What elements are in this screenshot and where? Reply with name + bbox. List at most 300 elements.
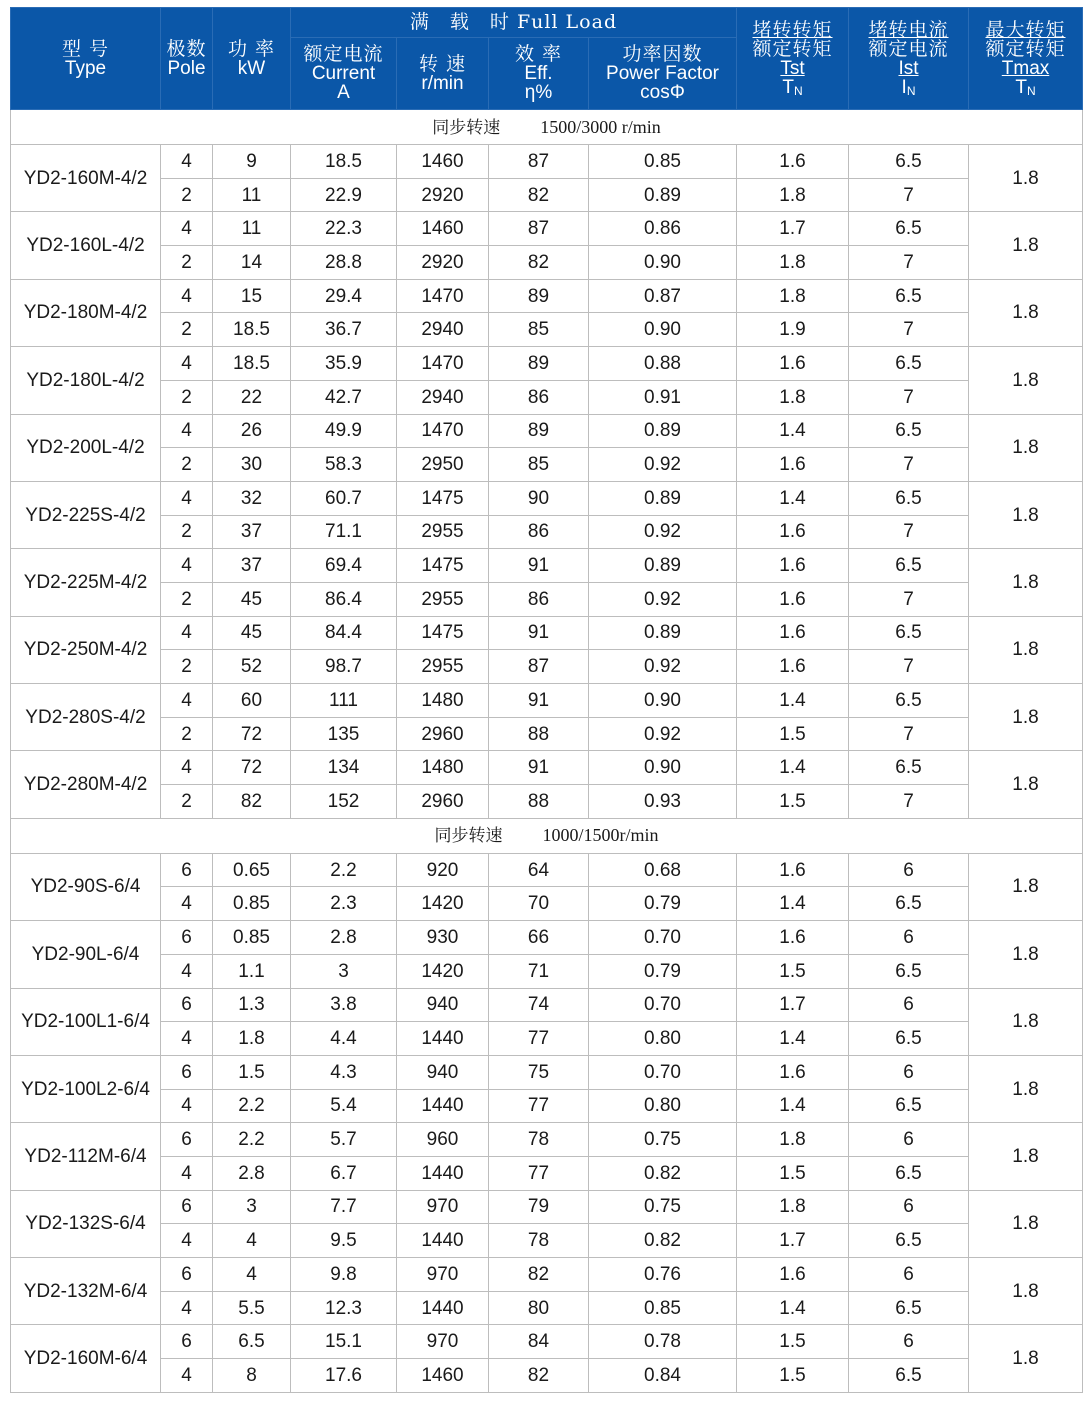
cell-current: 86.4	[291, 582, 397, 616]
cell-power-kw: 2.2	[213, 1123, 291, 1157]
table-body	[11, 110, 1083, 1393]
cell-ist-ratio: 6.5	[849, 1224, 969, 1258]
cell-pole: 2	[161, 650, 213, 684]
cell-speed: 1460	[397, 1359, 489, 1393]
cell-current: 135	[291, 717, 397, 751]
cell-tst-ratio: 1.4	[737, 414, 849, 448]
cell-ist-ratio: 6	[849, 1123, 969, 1157]
header-pole-en: Pole	[167, 57, 206, 79]
cell-efficiency: 85	[489, 313, 589, 347]
cell-power-kw: 60	[213, 684, 291, 718]
cell-speed: 960	[397, 1123, 489, 1157]
cell-tmax-ratio: 1.8	[969, 1325, 1083, 1392]
cell-pole: 4	[161, 1022, 213, 1056]
table-row	[11, 414, 1083, 448]
cell-power-kw: 52	[213, 650, 291, 684]
cell-power-kw: 11	[213, 212, 291, 246]
cell-efficiency: 77	[489, 1089, 589, 1123]
cell-tst-ratio: 1.4	[737, 684, 849, 718]
cell-power-kw: 3	[213, 1190, 291, 1224]
table-row	[11, 1224, 1083, 1258]
cell-ist-ratio: 7	[849, 448, 969, 482]
cell-efficiency: 79	[489, 1190, 589, 1224]
cell-current: 2.3	[291, 887, 397, 921]
cell-efficiency: 86	[489, 515, 589, 549]
cell-current: 7.7	[291, 1190, 397, 1224]
cell-speed: 1475	[397, 616, 489, 650]
cell-tst-ratio: 1.8	[737, 279, 849, 313]
cell-power-kw: 1.1	[213, 954, 291, 988]
cell-speed: 970	[397, 1190, 489, 1224]
cell-speed: 1440	[397, 1224, 489, 1258]
cell-power-factor: 0.70	[589, 921, 737, 955]
cell-speed: 1460	[397, 145, 489, 179]
cell-current: 60.7	[291, 481, 397, 515]
cell-tst-ratio: 1.8	[737, 380, 849, 414]
cell-current: 2.2	[291, 853, 397, 887]
cell-speed: 970	[397, 1325, 489, 1359]
table-row	[11, 380, 1083, 414]
header-ist-bottom: 额定电流	[868, 37, 949, 60]
cell-tmax-ratio: 1.8	[969, 751, 1083, 818]
cell-efficiency: 91	[489, 549, 589, 583]
cell-efficiency: 91	[489, 751, 589, 785]
cell-tst-ratio: 1.6	[737, 582, 849, 616]
header-pole	[161, 8, 213, 110]
table-row	[11, 1359, 1083, 1393]
cell-efficiency: 82	[489, 246, 589, 280]
cell-pole: 2	[161, 582, 213, 616]
cell-tst-ratio: 1.8	[737, 178, 849, 212]
cell-pole: 4	[161, 616, 213, 650]
cell-pole: 4	[161, 1156, 213, 1190]
table-row	[11, 313, 1083, 347]
table-row	[11, 178, 1083, 212]
cell-current: 15.1	[291, 1325, 397, 1359]
cell-speed: 2950	[397, 448, 489, 482]
cell-current: 2.8	[291, 921, 397, 955]
cell-pole: 4	[161, 684, 213, 718]
cell-tmax-ratio: 1.8	[969, 414, 1083, 481]
header-tmax-den-sub: N	[1026, 83, 1036, 98]
table-row	[11, 650, 1083, 684]
cell-power-kw: 15	[213, 279, 291, 313]
section-speed: 1000/1500r/min	[542, 825, 659, 846]
cell-power-factor: 0.92	[589, 650, 737, 684]
table-row	[11, 1190, 1083, 1224]
cell-tmax-ratio: 1.8	[969, 212, 1083, 279]
cell-current: 9.5	[291, 1224, 397, 1258]
cell-power-kw: 6.5	[213, 1325, 291, 1359]
cell-power-factor: 0.68	[589, 853, 737, 887]
cell-tmax-ratio: 1.8	[969, 1123, 1083, 1190]
cell-efficiency: 91	[489, 616, 589, 650]
cell-current: 29.4	[291, 279, 397, 313]
cell-efficiency: 91	[489, 684, 589, 718]
cell-ist-ratio: 6	[849, 853, 969, 887]
cell-power-factor: 0.91	[589, 380, 737, 414]
cell-efficiency: 70	[489, 887, 589, 921]
model-type: YD2-100L1-6/4	[11, 988, 161, 1055]
cell-power-factor: 0.92	[589, 448, 737, 482]
table-row	[11, 717, 1083, 751]
cell-efficiency: 87	[489, 650, 589, 684]
cell-tst-ratio: 1.5	[737, 1325, 849, 1359]
cell-efficiency: 90	[489, 481, 589, 515]
table-row	[11, 481, 1083, 515]
cell-pole: 6	[161, 853, 213, 887]
header-eff-unit: η%	[524, 82, 553, 103]
cell-power-factor: 0.70	[589, 988, 737, 1022]
header-pf	[589, 38, 737, 110]
cell-tst-ratio: 1.6	[737, 515, 849, 549]
cell-power-kw: 22	[213, 380, 291, 414]
header-tst	[737, 8, 849, 110]
table-row	[11, 549, 1083, 583]
cell-tst-ratio: 1.6	[737, 616, 849, 650]
table-row	[11, 1055, 1083, 1089]
cell-pole: 6	[161, 921, 213, 955]
cell-power-kw: 32	[213, 481, 291, 515]
cell-pole: 4	[161, 279, 213, 313]
table-row	[11, 1123, 1083, 1157]
cell-tst-ratio: 1.6	[737, 921, 849, 955]
section-speed: 1500/3000 r/min	[540, 116, 661, 137]
cell-power-kw: 18.5	[213, 313, 291, 347]
cell-current: 12.3	[291, 1291, 397, 1325]
cell-pole: 6	[161, 1325, 213, 1359]
header-tmax	[969, 8, 1083, 110]
section-title	[11, 818, 1083, 853]
cell-tst-ratio: 1.5	[737, 717, 849, 751]
header-type	[11, 8, 161, 110]
cell-tst-ratio: 1.4	[737, 1089, 849, 1123]
cell-pole: 4	[161, 212, 213, 246]
cell-current: 3	[291, 954, 397, 988]
section-label: 同步转速	[434, 826, 503, 847]
cell-efficiency: 84	[489, 1325, 589, 1359]
model-type: YD2-100L2-6/4	[11, 1055, 161, 1122]
cell-ist-ratio: 6.5	[849, 887, 969, 921]
cell-ist-ratio: 7	[849, 650, 969, 684]
cell-pole: 6	[161, 988, 213, 1022]
cell-power-kw: 9	[213, 145, 291, 179]
cell-ist-ratio: 6.5	[849, 1156, 969, 1190]
cell-pole: 2	[161, 717, 213, 751]
cell-tst-ratio: 1.5	[737, 954, 849, 988]
table-row	[11, 347, 1083, 381]
cell-power-factor: 0.80	[589, 1022, 737, 1056]
header-tmax-top: 最大转矩	[985, 18, 1066, 41]
cell-speed: 1480	[397, 751, 489, 785]
cell-pole: 2	[161, 785, 213, 819]
header-tst-bottom: 额定转矩	[752, 37, 833, 60]
cell-power-factor: 0.89	[589, 616, 737, 650]
cell-pole: 4	[161, 481, 213, 515]
cell-current: 5.7	[291, 1123, 397, 1157]
cell-tmax-ratio: 1.8	[969, 853, 1083, 920]
model-type: YD2-225M-4/2	[11, 549, 161, 616]
header-speed-unit: r/min	[421, 72, 464, 94]
model-type: YD2-90S-6/4	[11, 853, 161, 920]
model-type: YD2-90L-6/4	[11, 921, 161, 988]
section-row	[11, 818, 1083, 853]
cell-efficiency: 87	[489, 145, 589, 179]
header-ist	[849, 8, 969, 110]
cell-current: 152	[291, 785, 397, 819]
cell-efficiency: 66	[489, 921, 589, 955]
header-eff-cn: 效 率	[514, 43, 563, 65]
cell-ist-ratio: 6.5	[849, 549, 969, 583]
cell-tmax-ratio: 1.8	[969, 921, 1083, 988]
cell-tmax-ratio: 1.8	[969, 1258, 1083, 1325]
cell-efficiency: 86	[489, 582, 589, 616]
cell-power-kw: 18.5	[213, 347, 291, 381]
cell-tmax-ratio: 1.8	[969, 549, 1083, 616]
cell-pole: 2	[161, 515, 213, 549]
model-type: YD2-225S-4/2	[11, 481, 161, 548]
table-row	[11, 246, 1083, 280]
cell-power-kw: 72	[213, 717, 291, 751]
cell-efficiency: 82	[489, 1258, 589, 1292]
cell-ist-ratio: 7	[849, 515, 969, 549]
cell-efficiency: 85	[489, 448, 589, 482]
cell-tmax-ratio: 1.8	[969, 988, 1083, 1055]
cell-speed: 2960	[397, 717, 489, 751]
cell-efficiency: 78	[489, 1224, 589, 1258]
header-pole-cn: 极数	[166, 37, 207, 60]
header-ist-top: 堵转电流	[868, 18, 949, 41]
model-type: YD2-132S-6/4	[11, 1190, 161, 1257]
table-row	[11, 1325, 1083, 1359]
cell-power-kw: 1.5	[213, 1055, 291, 1089]
cell-power-kw: 4	[213, 1224, 291, 1258]
header-current-cn: 额定电流	[303, 43, 384, 65]
cell-efficiency: 89	[489, 414, 589, 448]
cell-power-kw: 26	[213, 414, 291, 448]
header-tst-top: 堵转转矩	[752, 18, 833, 41]
table-row	[11, 921, 1083, 955]
cell-power-factor: 0.85	[589, 1291, 737, 1325]
cell-pole: 6	[161, 1123, 213, 1157]
model-type: YD2-160L-4/2	[11, 212, 161, 279]
cell-power-kw: 0.85	[213, 921, 291, 955]
table-row	[11, 684, 1083, 718]
cell-tmax-ratio: 1.8	[969, 1190, 1083, 1257]
cell-ist-ratio: 6.5	[849, 347, 969, 381]
cell-tst-ratio: 1.6	[737, 1055, 849, 1089]
cell-current: 42.7	[291, 380, 397, 414]
cell-current: 36.7	[291, 313, 397, 347]
header-pf-unit: cosΦ	[640, 82, 685, 103]
cell-speed: 1475	[397, 549, 489, 583]
header-ist-den-sub: N	[906, 83, 916, 98]
cell-current: 134	[291, 751, 397, 785]
cell-tst-ratio: 1.7	[737, 212, 849, 246]
cell-power-factor: 0.92	[589, 717, 737, 751]
header-speed-cn: 转 速	[418, 52, 467, 75]
cell-current: 84.4	[291, 616, 397, 650]
cell-tst-ratio: 1.8	[737, 1123, 849, 1157]
cell-tst-ratio: 1.6	[737, 347, 849, 381]
cell-current: 6.7	[291, 1156, 397, 1190]
cell-power-factor: 0.90	[589, 684, 737, 718]
cell-efficiency: 82	[489, 178, 589, 212]
cell-efficiency: 78	[489, 1123, 589, 1157]
cell-efficiency: 64	[489, 853, 589, 887]
section-row	[11, 110, 1083, 145]
cell-current: 49.9	[291, 414, 397, 448]
cell-speed: 2920	[397, 246, 489, 280]
cell-ist-ratio: 7	[849, 178, 969, 212]
cell-pole: 2	[161, 313, 213, 347]
model-type: YD2-180L-4/2	[11, 347, 161, 414]
cell-current: 9.8	[291, 1258, 397, 1292]
model-type: YD2-112M-6/4	[11, 1123, 161, 1190]
cell-efficiency: 77	[489, 1022, 589, 1056]
header-type-cn: 型 号	[61, 37, 110, 60]
cell-tst-ratio: 1.5	[737, 1156, 849, 1190]
model-type: YD2-180M-4/2	[11, 279, 161, 346]
cell-power-kw: 11	[213, 178, 291, 212]
cell-tst-ratio: 1.6	[737, 1258, 849, 1292]
cell-power-factor: 0.75	[589, 1190, 737, 1224]
cell-speed: 2940	[397, 313, 489, 347]
header-power	[213, 8, 291, 110]
cell-power-factor: 0.89	[589, 414, 737, 448]
header-tst-den: T	[782, 76, 794, 98]
cell-power-factor: 0.90	[589, 246, 737, 280]
cell-tmax-ratio: 1.8	[969, 145, 1083, 212]
cell-power-kw: 37	[213, 549, 291, 583]
cell-ist-ratio: 7	[849, 717, 969, 751]
cell-speed: 2920	[397, 178, 489, 212]
cell-tst-ratio: 1.4	[737, 1291, 849, 1325]
cell-speed: 970	[397, 1258, 489, 1292]
header-pf-en: Power Factor	[606, 63, 719, 84]
cell-power-factor: 0.79	[589, 887, 737, 921]
cell-speed: 1440	[397, 1291, 489, 1325]
cell-tst-ratio: 1.6	[737, 853, 849, 887]
header-eff-en: Eff.	[524, 63, 553, 84]
cell-tst-ratio: 1.4	[737, 887, 849, 921]
cell-tst-ratio: 1.8	[737, 1190, 849, 1224]
cell-power-factor: 0.92	[589, 515, 737, 549]
cell-ist-ratio: 6.5	[849, 1089, 969, 1123]
cell-tmax-ratio: 1.8	[969, 347, 1083, 414]
cell-efficiency: 89	[489, 279, 589, 313]
table-row	[11, 1156, 1083, 1190]
cell-speed: 1470	[397, 279, 489, 313]
cell-pole: 6	[161, 1258, 213, 1292]
cell-power-kw: 4	[213, 1258, 291, 1292]
cell-efficiency: 80	[489, 1291, 589, 1325]
cell-power-factor: 0.70	[589, 1055, 737, 1089]
cell-ist-ratio: 6.5	[849, 212, 969, 246]
cell-tmax-ratio: 1.8	[969, 1055, 1083, 1122]
cell-speed: 1440	[397, 1022, 489, 1056]
cell-current: 58.3	[291, 448, 397, 482]
cell-efficiency: 88	[489, 785, 589, 819]
header-power-cn: 功 率	[227, 37, 276, 60]
cell-efficiency: 86	[489, 380, 589, 414]
cell-current: 28.8	[291, 246, 397, 280]
cell-power-factor: 0.90	[589, 313, 737, 347]
cell-power-kw: 2.8	[213, 1156, 291, 1190]
cell-speed: 1420	[397, 887, 489, 921]
cell-tst-ratio: 1.8	[737, 246, 849, 280]
cell-power-factor: 0.86	[589, 212, 737, 246]
cell-current: 3.8	[291, 988, 397, 1022]
cell-ist-ratio: 7	[849, 246, 969, 280]
cell-speed: 2955	[397, 582, 489, 616]
cell-speed: 2940	[397, 380, 489, 414]
header-ist-num: Ist	[898, 57, 919, 79]
header-current-unit: A	[337, 82, 350, 103]
header-current	[291, 38, 397, 110]
cell-current: 22.3	[291, 212, 397, 246]
cell-power-factor: 0.90	[589, 751, 737, 785]
cell-speed: 920	[397, 853, 489, 887]
header-tmax-num: Tmax	[1001, 57, 1050, 79]
cell-speed: 940	[397, 1055, 489, 1089]
cell-ist-ratio: 6.5	[849, 954, 969, 988]
cell-pole: 4	[161, 414, 213, 448]
cell-efficiency: 74	[489, 988, 589, 1022]
cell-pole: 2	[161, 246, 213, 280]
cell-current: 22.9	[291, 178, 397, 212]
cell-speed: 2955	[397, 650, 489, 684]
cell-current: 4.4	[291, 1022, 397, 1056]
cell-speed: 1420	[397, 954, 489, 988]
cell-ist-ratio: 7	[849, 785, 969, 819]
cell-current: 71.1	[291, 515, 397, 549]
table-row	[11, 785, 1083, 819]
table-row	[11, 448, 1083, 482]
cell-efficiency: 75	[489, 1055, 589, 1089]
cell-power-factor: 0.85	[589, 145, 737, 179]
cell-pole: 2	[161, 178, 213, 212]
cell-current: 98.7	[291, 650, 397, 684]
cell-power-factor: 0.92	[589, 582, 737, 616]
cell-tmax-ratio: 1.8	[969, 684, 1083, 751]
cell-current: 17.6	[291, 1359, 397, 1393]
cell-pole: 6	[161, 1190, 213, 1224]
cell-speed: 1460	[397, 212, 489, 246]
cell-current: 69.4	[291, 549, 397, 583]
cell-pole: 2	[161, 448, 213, 482]
cell-speed: 2960	[397, 785, 489, 819]
cell-pole: 4	[161, 1224, 213, 1258]
cell-pole: 4	[161, 751, 213, 785]
table-row	[11, 1022, 1083, 1056]
model-type: YD2-280M-4/2	[11, 751, 161, 818]
cell-tst-ratio: 1.7	[737, 1224, 849, 1258]
cell-current: 4.3	[291, 1055, 397, 1089]
table-row	[11, 212, 1083, 246]
cell-ist-ratio: 6	[849, 1325, 969, 1359]
table-row	[11, 1258, 1083, 1292]
cell-power-kw: 30	[213, 448, 291, 482]
cell-tst-ratio: 1.7	[737, 988, 849, 1022]
header-eff	[489, 38, 589, 110]
cell-ist-ratio: 6.5	[849, 414, 969, 448]
cell-efficiency: 89	[489, 347, 589, 381]
cell-speed: 1470	[397, 347, 489, 381]
cell-tmax-ratio: 1.8	[969, 616, 1083, 683]
cell-efficiency: 71	[489, 954, 589, 988]
cell-ist-ratio: 7	[849, 313, 969, 347]
